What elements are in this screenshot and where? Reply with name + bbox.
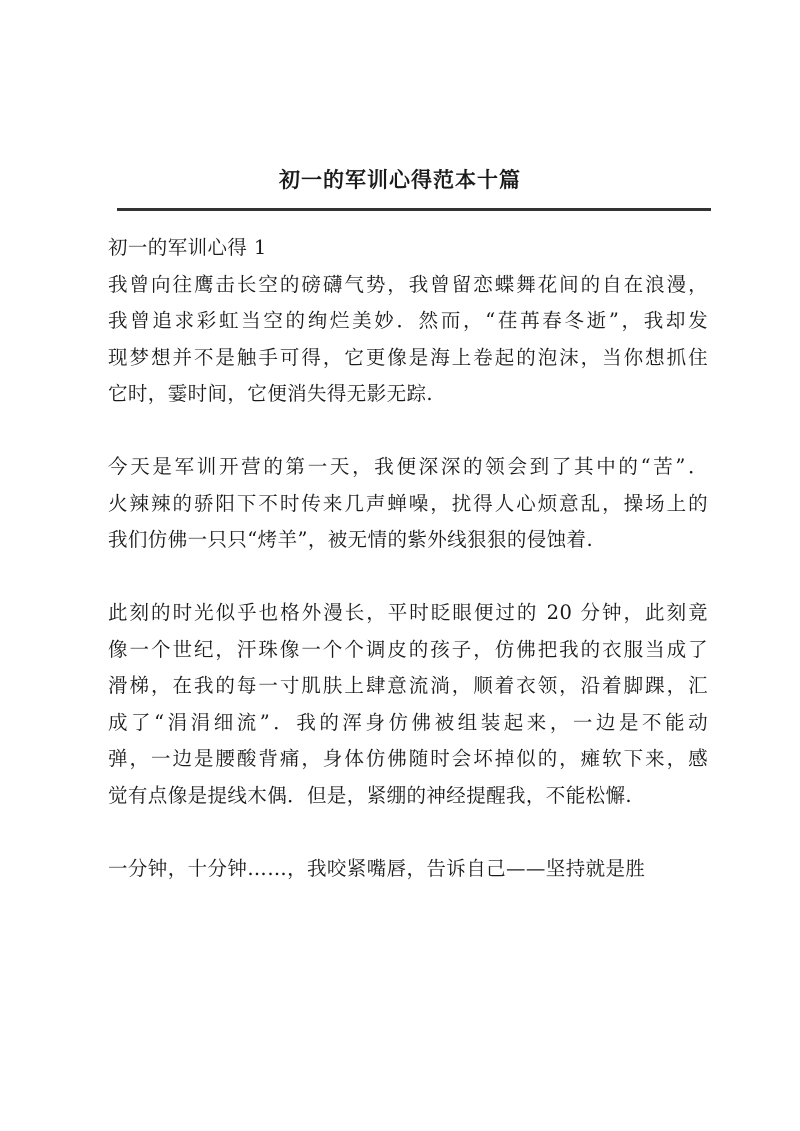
paragraph [108,449,718,559]
paragraph [108,595,718,814]
text-line: 它时，霎时间，它便消失得无影无踪. [108,382,433,405]
text-line: 今天是军训开营的第一天，我便深深的领会到了其中的“苦”． [108,455,708,478]
document-body [108,230,718,924]
paragraph [108,851,718,888]
document-title: 初一的军训心得范本十篇 [279,167,521,192]
text-line: 滑梯，在我的每一寸肌肤上肆意流淌，顺着衣领，沿着脚踝，汇 [108,674,708,697]
title-divider [117,208,711,211]
text-line: 觉有点像是提线木偶．但是，紧绷的神经提醒我，不能松懈. [108,783,632,807]
text-line: 我曾追求彩虹当空的绚烂美妙．然而，“荏苒春冬逝”，我却发 [108,309,708,332]
text-line: 一分钟，十分钟……，我咬紧嘴唇，告诉自己——坚持就是胜 [108,856,646,880]
paragraph [108,267,718,413]
text-line: 火辣辣的骄阳下不时传来几声蝉噪，扰得人心烦意乱，操场上的 [108,491,708,515]
text-line: 弹，一边是腰酸背痛，身体仿佛随时会坏掉似的，瘫软下来，感 [108,747,708,770]
text-line: 现梦想并不是触手可得，它更像是海上卷起的泡沫，当你想抓住 [108,345,708,369]
text-line: 此刻的时光似乎也格外漫长，平时眨眼便过的 20 分钟，此刻竟 [108,601,708,624]
text-line: 我曾向往鹰击长空的磅礴气势，我曾留恋蝶舞花间的自在浪漫， [108,272,708,296]
text-line: 像一个世纪，汗珠像一个个调皮的孩子，仿佛把我的衣服当成了 [108,637,708,661]
section-heading: 初一的军训心得 1 [108,236,267,259]
text-line: 成了“涓涓细流”．我的浑身仿佛被组装起来，一边是不能动 [108,710,708,734]
text-line: 我们仿佛一只只“烤羊”，被无情的紫外线狠狠的侵蚀着. [108,528,594,551]
